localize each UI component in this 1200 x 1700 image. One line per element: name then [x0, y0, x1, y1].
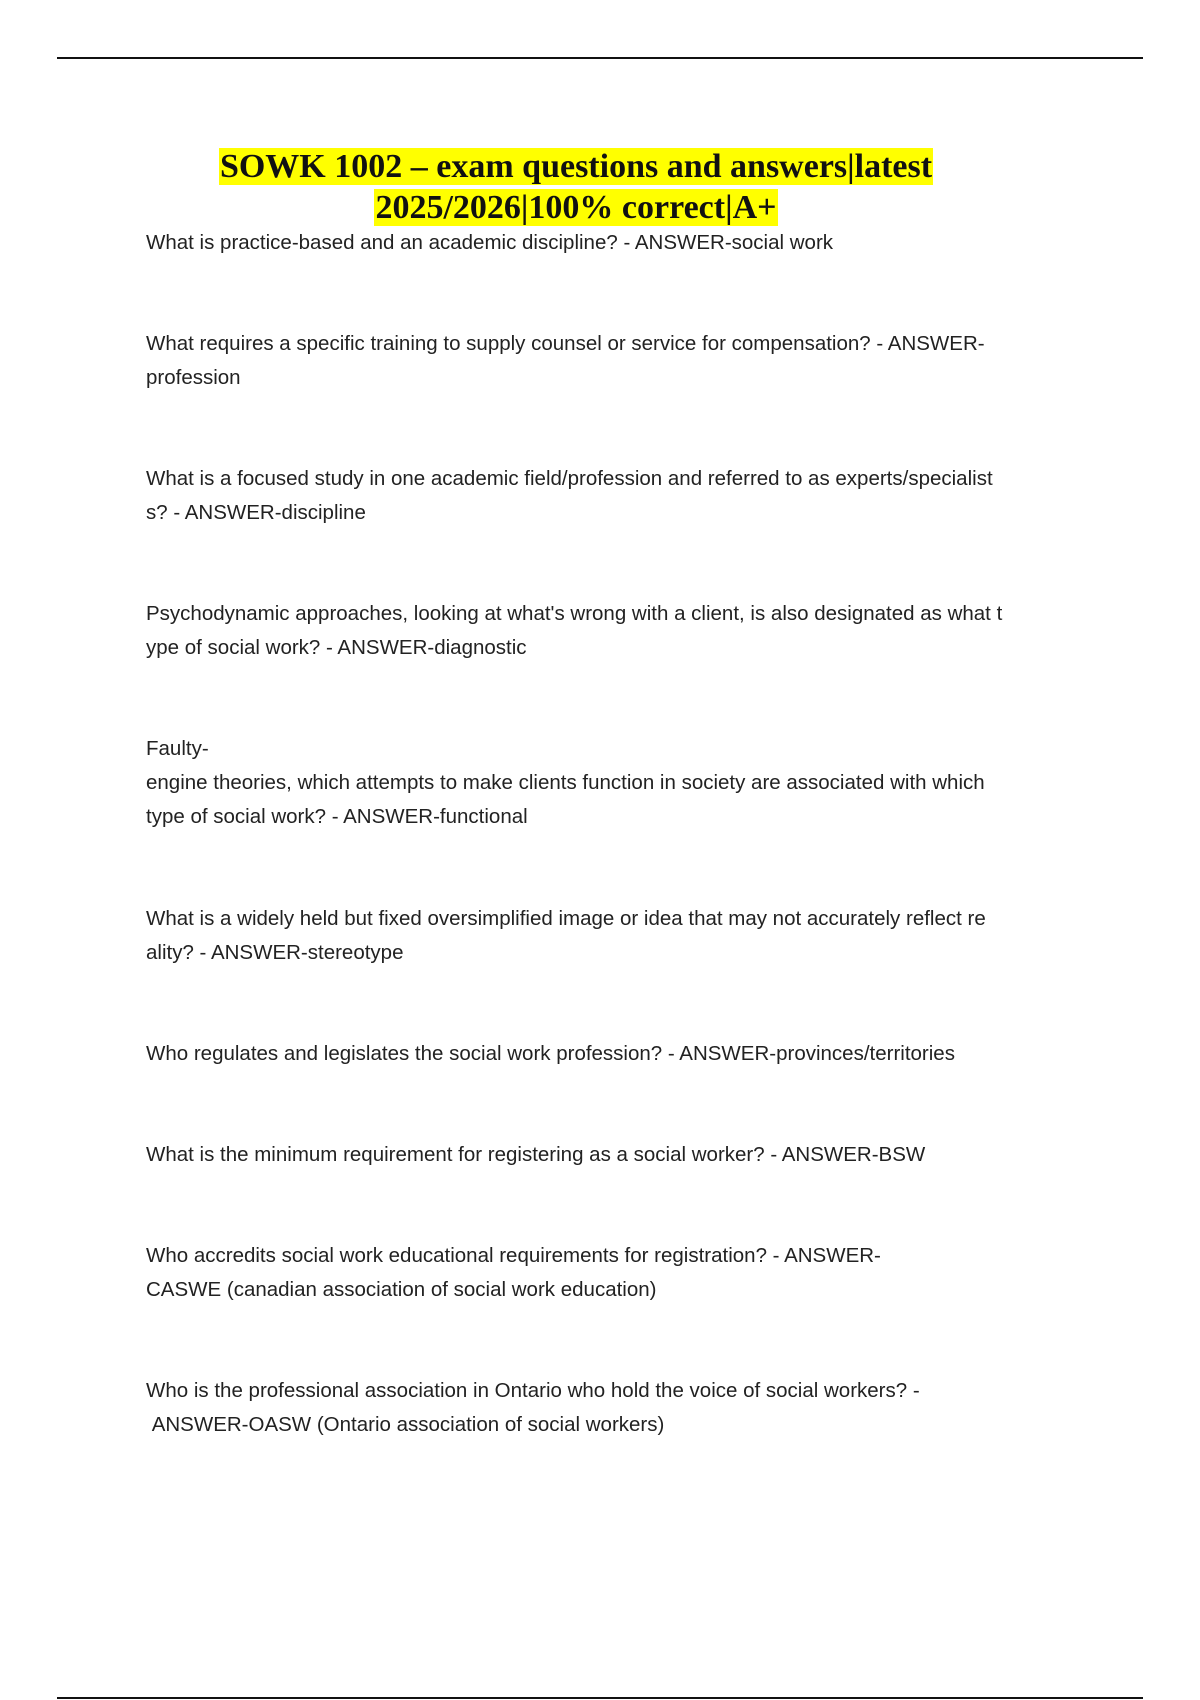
qa-item-6: What is a widely held but fixed oversimplified image or idea that may not accurately reflect re ality? - ANSWER-stereotype [146, 907, 986, 964]
qa-item-10: Who is the professional association in Ontario who hold the voice of social workers? - ANSWER-OASW (Ontario association of social workers) [146, 1379, 920, 1436]
title-line-2: 2025/2026|100% correct|A+ [375, 189, 777, 226]
title-line-1: SOWK 1002 – exam questions and answers|latest [219, 148, 933, 185]
bottom-rule [57, 1697, 1143, 1699]
qa-item-7: Who regulates and legislates the social work profession? - ANSWER-provinces/territories [146, 1042, 955, 1065]
qa-item-2: What requires a specific training to supply counsel or service for compensation? - ANSWER- profession [146, 332, 985, 389]
qa-item-4: Psychodynamic approaches, looking at what's wrong with a client, is also designated as what t ype of social work? - ANSWER-diagnostic [146, 602, 1003, 659]
document-title [0, 146, 1200, 228]
qa-item-1: What is practice-based and an academic discipline? - ANSWER-social work [146, 231, 834, 254]
qa-item-8: What is the minimum requirement for registering as a social worker? - ANSWER-BSW [146, 1143, 926, 1166]
qa-item-5: Faulty- engine theories, which attempts to make clients function in society are associated with which type of social work? - ANSWER-functional [146, 737, 985, 828]
top-rule [57, 57, 1143, 59]
qa-item-9: Who accredits social work educational requirements for registration? - ANSWER- CASWE (canadian association of social work education) [146, 1244, 881, 1301]
qa-item-3: What is a focused study in one academic field/profession and referred to as experts/specialist s? - ANSWER-discipline [146, 467, 993, 524]
